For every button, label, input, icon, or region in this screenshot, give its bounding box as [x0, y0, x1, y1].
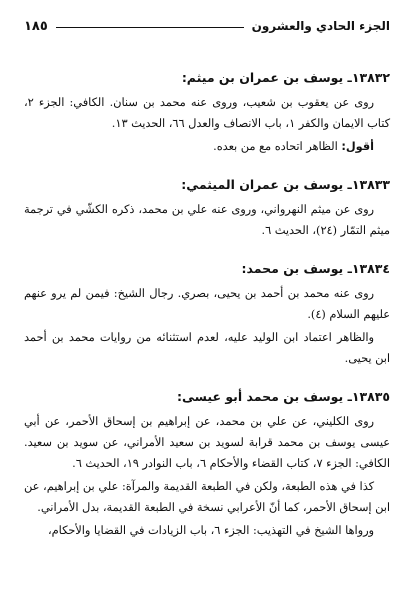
entry-paragraph: كذا في هذه الطبعة، ولكن في الطبعة القديمة والمرآة: علي بن إبراهيم، عن ابن إسحاق الأحمر، كما أنّ الأعرابي نسخة في الطبعة القديمة، بدل الأمراني. [24, 480, 390, 514]
entry-13833 [24, 175, 390, 241]
note-label: أقول: [341, 140, 374, 153]
entry-13832 [24, 68, 390, 157]
entry-paragraph: روى عن يعقوب بن شعيب، وروى عنه محمد بن سنان. الكافي: الجزء ٢، كتاب الايمان والكفر ١، باب الانصاف والعدل ٦٦، الحديث ١٣. [24, 96, 390, 130]
running-title: الجزء الحادي والعشرون [251, 19, 390, 33]
entry-heading: ١٣٨٣٤ـ يوسف بن محمد: [241, 261, 390, 276]
note-paragraph [24, 136, 390, 157]
entry-13834 [24, 259, 390, 369]
entry-paragraph: والظاهر اعتماد ابن الوليد عليه، لعدم استثنائه من روايات محمد بن أحمد ابن يحيى. [24, 331, 390, 365]
entry-paragraph: روى عن ميثم النهرواني، وروى عنه علي بن محمد، ذكره الكشّي في ترجمة ميثم التمّار (٢٤)، الحديث ٦. [24, 203, 390, 237]
entry-13835 [24, 387, 390, 541]
entry-paragraph: روى عنه محمد بن أحمد بن يحيى، بصري. رجال الشيخ: فيمن لم يرو عنهم عليهم السلام (٤). [24, 287, 390, 321]
page-header [24, 14, 390, 38]
entry-heading: ١٣٨٣٢ـ يوسف بن عمران بن ميثم: [181, 70, 390, 85]
note-text: الظاهر اتحاده مع من بعده. [213, 140, 342, 153]
entry-paragraph: روى الكليني، عن علي بن محمد، عن إبراهيم بن إسحاق الأحمر، عن أبي عيسى يوسف بن محمد قرابة لسويد بن سعيد الأمراني، عن سويد بن سعيد. الكافي: الجزء ٧، كتاب القضاء والأحكام ٦، باب النوادر ١٩، الحديث ٦. [24, 415, 390, 470]
header-rule [56, 27, 244, 28]
page-number: ١٨٥ [24, 18, 48, 34]
entry-heading: ١٣٨٣٥ـ يوسف بن محمد أبو عيسى: [176, 389, 390, 404]
entry-paragraph: ورواها الشيخ في التهذيب: الجزء ٦، باب الزيادات في القضايا والأحكام، [47, 524, 374, 537]
entry-heading: ١٣٨٣٣ـ يوسف بن عمران الميثمي: [181, 177, 390, 192]
